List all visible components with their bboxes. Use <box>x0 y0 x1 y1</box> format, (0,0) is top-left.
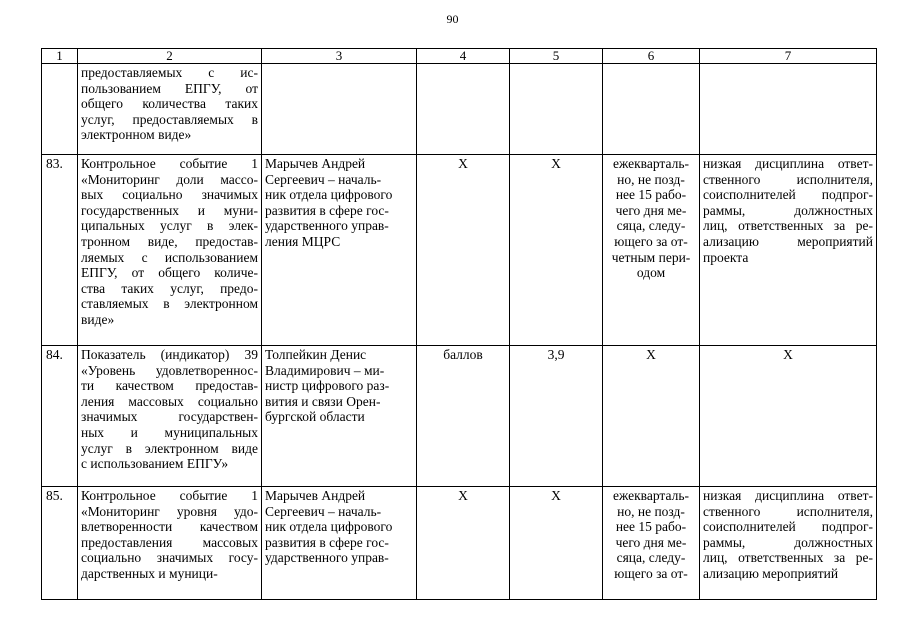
cell-line: ударственного управ- <box>265 218 389 234</box>
cell-line: Х <box>646 347 656 362</box>
cell-line: ления массовых социально <box>81 393 258 409</box>
target-value-cell <box>510 487 603 600</box>
cell-line: виде» <box>81 311 115 327</box>
risk-cell <box>700 487 877 600</box>
cell-line: четным пери- <box>611 249 691 265</box>
cell-line: Показатель (индикатор) 39 <box>81 347 258 362</box>
cell-line: проекта <box>703 249 749 265</box>
event-name-cell <box>78 346 262 487</box>
cell-line: ных и муниципальных <box>81 424 258 440</box>
cell-line: ежекварталь- <box>612 156 690 171</box>
responsible-person-cell <box>262 64 417 155</box>
cell-line: Марычев Андрей <box>265 488 366 503</box>
target-value: Х <box>551 156 561 171</box>
table-row <box>42 346 877 487</box>
cell-line: электронном виде» <box>81 127 192 143</box>
cell-line: сяца, следу- <box>616 550 686 566</box>
cell-line: ственного исполнителя, <box>703 503 873 519</box>
cell-line: Марычев Андрей <box>265 156 366 171</box>
cell-line: развития в сфере гос- <box>265 534 389 550</box>
cell-line: ляемых с использованием <box>81 249 258 265</box>
risk-cell <box>700 64 877 155</box>
column-header: 1 <box>42 49 78 64</box>
cell-line: нистр цифрового раз- <box>265 378 390 394</box>
unit-cell <box>417 155 510 346</box>
cell-line: дарственных и муници- <box>81 565 218 581</box>
cell-line: бургской области <box>265 409 365 425</box>
unit-cell <box>417 64 510 155</box>
cell-line: Контрольное событие 1 <box>81 156 258 171</box>
cell-line: ственного исполнителя, <box>703 171 873 187</box>
cell-line: пользованием ЕПГУ, от <box>81 80 258 96</box>
unit-value: Х <box>458 156 468 171</box>
cell-line: с использованием ЕПГУ» <box>81 456 229 472</box>
program-table <box>41 48 877 600</box>
cell-line: ципальных услуг в элек- <box>81 218 258 234</box>
column-header: 3 <box>262 49 417 64</box>
cell-line: влетворенности качеством <box>81 519 258 535</box>
responsible-person-cell <box>262 346 417 487</box>
row-number: 84. <box>46 347 63 362</box>
deadline-cell <box>603 346 700 487</box>
table-row <box>42 155 877 346</box>
page-number: 90 <box>446 12 459 26</box>
row-number-cell <box>42 346 78 487</box>
column-header: 2 <box>78 49 262 64</box>
cell-line: ющего за от- <box>614 233 688 249</box>
cell-line: ализацию мероприятий <box>703 565 839 581</box>
deadline-cell <box>603 64 700 155</box>
cell-line: Толпейкин Денис <box>265 347 367 362</box>
row-number: 85. <box>46 488 63 503</box>
cell-line: раммы, должностных <box>703 202 873 218</box>
cell-line: ставляемых в электронном <box>81 296 258 312</box>
cell-line: сяца, следу- <box>616 218 686 234</box>
cell-line: нее 15 рабо- <box>615 187 687 203</box>
unit-value: баллов <box>443 347 483 362</box>
cell-line: чего дня ме- <box>615 202 687 218</box>
target-value-cell <box>510 346 603 487</box>
cell-line: Владимирович – ми- <box>265 362 385 378</box>
cell-line: но, не позд- <box>617 171 685 187</box>
cell-line: ЕПГУ, от общего количе- <box>81 265 258 281</box>
cell-line: ти качеством предостав- <box>81 378 258 394</box>
cell-line: услуг в электронном виде <box>81 440 258 456</box>
cell-line: соисполнителей подпрог- <box>703 187 873 203</box>
event-name-cell <box>78 487 262 600</box>
risk-cell <box>700 155 877 346</box>
header-row <box>42 49 877 64</box>
cell-line: Контрольное событие 1 <box>81 488 258 503</box>
cell-line: «Мониторинг уровня удо- <box>81 503 258 519</box>
cell-line: значимых государствен- <box>81 409 258 425</box>
cell-line: вых социально значимых <box>81 187 258 203</box>
cell-line: ющего за от- <box>614 565 688 581</box>
cell-line: развития в сфере гос- <box>265 202 389 218</box>
cell-line: Сергеевич – началь- <box>265 171 382 187</box>
cell-line: ежекварталь- <box>612 488 690 503</box>
unit-value: Х <box>458 488 468 503</box>
row-number: 83. <box>46 156 63 171</box>
deadline-cell <box>603 487 700 600</box>
table-row <box>42 64 877 155</box>
cell-line: ства таких услуг, предо- <box>81 280 258 296</box>
cell-line: низкая дисциплина ответ- <box>703 156 873 171</box>
cell-line: но, не позд- <box>617 503 685 519</box>
column-header: 6 <box>603 49 700 64</box>
risk-cell <box>700 346 877 487</box>
cell-line: ализацию мероприятий <box>703 233 873 249</box>
cell-line: предоставления массовых <box>81 534 258 550</box>
target-value: Х <box>551 488 561 503</box>
event-name-cell <box>78 64 262 155</box>
column-header: 4 <box>417 49 510 64</box>
row-number-cell <box>42 64 78 155</box>
target-value-cell <box>510 155 603 346</box>
target-value-cell <box>510 64 603 155</box>
column-header: 7 <box>700 49 877 64</box>
cell-line: раммы, должностных <box>703 534 873 550</box>
cell-line: предоставляемых с ис- <box>81 65 258 80</box>
cell-line: лиц, ответственных за ре- <box>703 550 873 566</box>
row-number-cell <box>42 487 78 600</box>
cell-line: одом <box>636 265 666 281</box>
target-value: 3,9 <box>547 347 565 362</box>
cell-line: Х <box>783 347 793 362</box>
cell-line: ник отдела цифрового <box>265 519 393 535</box>
cell-line: общего количества таких <box>81 96 258 112</box>
responsible-person-cell <box>262 155 417 346</box>
cell-line: услуг, предоставляемых в <box>81 111 258 127</box>
cell-line: чего дня ме- <box>615 534 687 550</box>
event-name-cell <box>78 155 262 346</box>
cell-line: «Уровень удовлетвореннос- <box>81 362 258 378</box>
cell-line: соисполнителей подпрог- <box>703 519 873 535</box>
cell-line: низкая дисциплина ответ- <box>703 488 873 503</box>
cell-line: лиц, ответственных за ре- <box>703 218 873 234</box>
deadline-cell <box>603 155 700 346</box>
cell-line: ударственного управ- <box>265 550 389 566</box>
responsible-person-cell <box>262 487 417 600</box>
cell-line: социально значимых госу- <box>81 550 258 566</box>
cell-line: государственных и муни- <box>81 202 258 218</box>
cell-line: тронном виде, предостав- <box>81 233 258 249</box>
unit-cell <box>417 346 510 487</box>
cell-line: Сергеевич – началь- <box>265 503 382 519</box>
cell-line: ления МЦРС <box>265 233 341 249</box>
row-number-cell <box>42 155 78 346</box>
cell-line: «Мониторинг доли массо- <box>81 171 258 187</box>
table-row <box>42 487 877 600</box>
unit-cell <box>417 487 510 600</box>
cell-line: вития и связи Орен- <box>265 393 381 409</box>
column-header: 5 <box>510 49 603 64</box>
cell-line: нее 15 рабо- <box>615 519 687 535</box>
cell-line: ник отдела цифрового <box>265 187 393 203</box>
